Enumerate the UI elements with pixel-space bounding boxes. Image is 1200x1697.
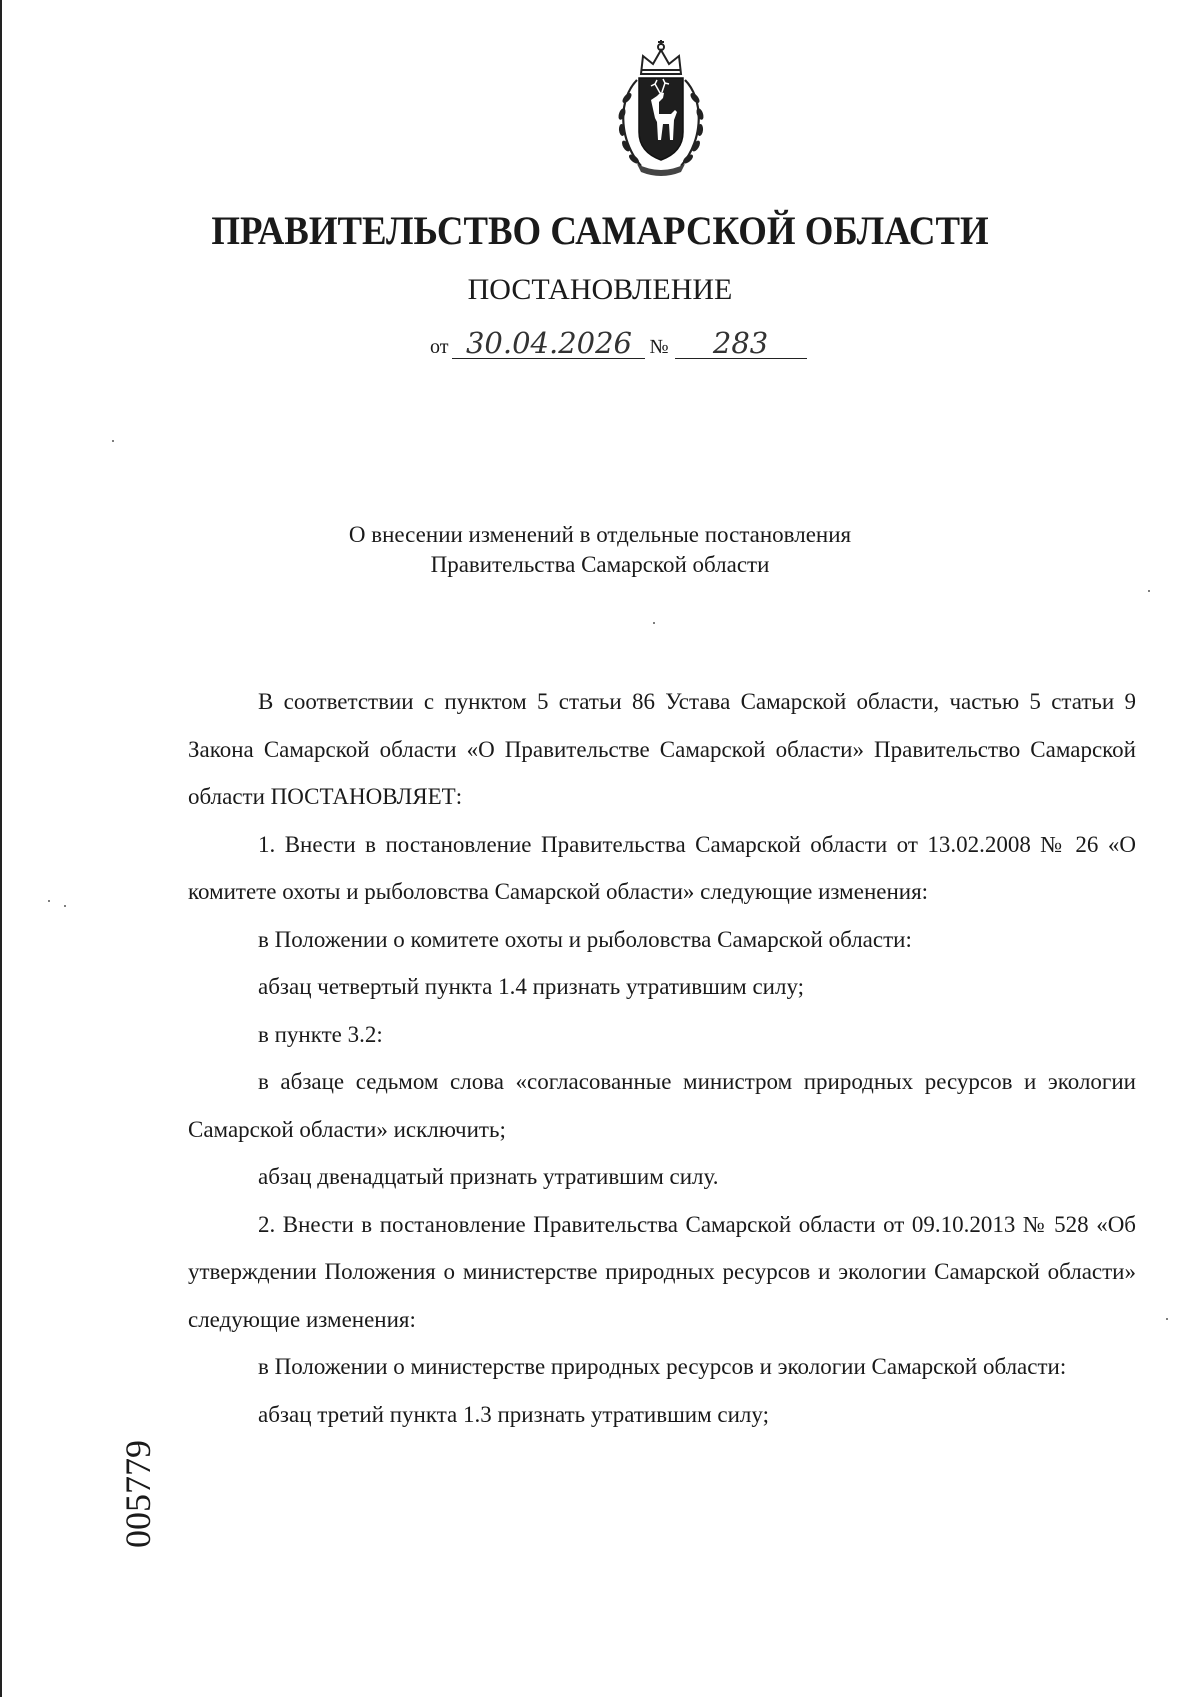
number-sign: №: [649, 336, 669, 358]
paragraph-item-1-regulation: в Положении о комитете охоты и рыболовства Самарской области:: [258, 926, 912, 952]
organization-title: ПРАВИТЕЛЬСТВО САМАРСКОЙ ОБЛАСТИ: [211, 208, 989, 253]
document-subject: [0, 520, 1200, 580]
scan-speck: [48, 900, 50, 902]
paragraph-item-1-para-12: абзац двенадцатый признать утратившим силу.: [258, 1164, 719, 1189]
paragraph-item-2-regulation: в Положении о министерстве природных ресурсов и экологии Самарской области:: [258, 1354, 1067, 1379]
scan-speck: [1166, 1318, 1168, 1320]
date-prefix: от: [430, 336, 449, 358]
paragraph-item-2-clause-1-3: абзац третий пункта 1.3 признать утратившим силу;: [258, 1401, 769, 1427]
paragraph-item-2: 2. Внести в постановление Правительства Самарской области от 09.10.2013 № 528 «Об утверждении Положения о министерстве природных ресурсов и экологии Самарской области» следующие изменения:: [188, 1211, 1136, 1332]
document-type: ПОСТАНОВЛЕНИЕ: [467, 273, 733, 306]
handwritten-number: 283: [675, 328, 807, 359]
paragraph-item-1-clause-3-2: в пункте 3.2:: [258, 1021, 383, 1047]
paragraph-preamble: В соответствии с пунктом 5 статьи 86 Устава Самарской области, частью 5 статьи 9 Закона Самарской области «О Правительстве Самарской области» Правительство Самарской области ПОСТАНОВЛЯЕТ:: [188, 689, 1136, 809]
scan-speck: [1148, 590, 1150, 592]
scan-speck: [112, 440, 114, 442]
subject-line-2: Правительства Самарской области: [430, 552, 770, 577]
page-left-edge: [0, 0, 2, 1697]
scan-speck: [64, 905, 66, 907]
handwritten-date: 30.04.2026: [452, 328, 645, 359]
paragraph-item-1-clause-1-4: абзац четвертый пункта 1.4 признать утратившим силу;: [258, 974, 805, 999]
subject-line-1: О внесении изменений в отдельные постановления: [348, 522, 852, 547]
paragraph-item-1-para-7: в абзаце седьмом слова «согласованные министром природных ресурсов и экологии Самарской области» исключить;: [188, 1069, 1136, 1142]
scan-speck: [653, 622, 655, 624]
margin-registration-number: 005779: [118, 1440, 158, 1548]
coat-of-arms-emblem: [597, 40, 725, 180]
date-number-line: [430, 328, 807, 359]
document-body: [188, 678, 1136, 1438]
paragraph-item-1: 1. Внести в постановление Правительства Самарской области от 13.02.2008 № 26 «О комитете охоты и рыболовства Самарской области» следующие изменения:: [188, 831, 1136, 904]
